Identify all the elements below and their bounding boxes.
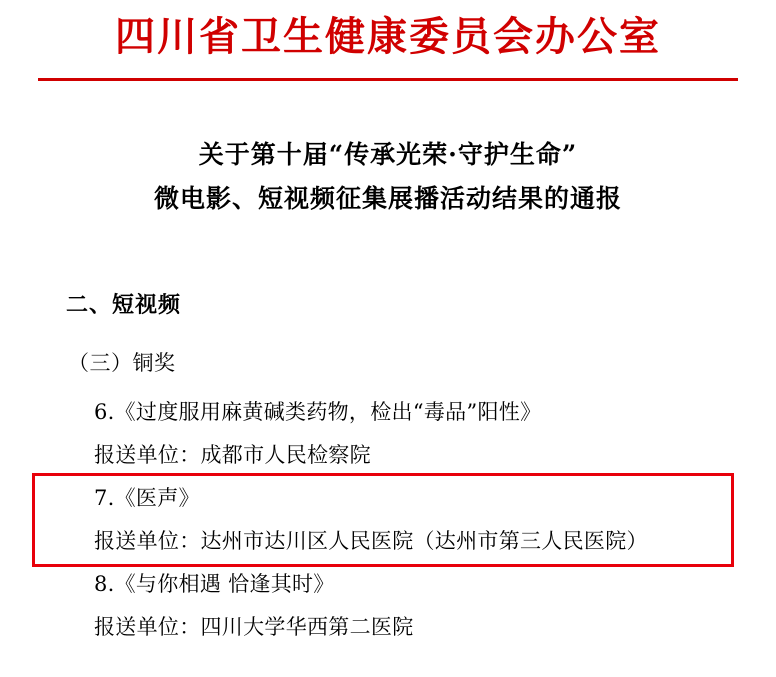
entry-submitting-unit: 报送单位：达州市达川区人民医院（达州市第三人民医院） xyxy=(94,528,648,553)
entry-content xyxy=(94,477,710,563)
award-entry-highlighted xyxy=(94,477,710,563)
letterhead-organization: 四川省卫生健康委员会办公室 xyxy=(115,13,661,60)
entry-submitting-unit: 报送单位：成都市人民检察院 xyxy=(94,442,371,467)
award-entry xyxy=(94,563,710,649)
entry-title: 7.《医声》 xyxy=(94,485,200,510)
entry-title: 6.《过度服用麻黄碱类药物，检出“毒品”阳性》 xyxy=(94,399,542,424)
document-title-line-1: 关于第十届“传承光荣·守护生命” xyxy=(198,140,578,169)
section-heading: 二、短视频 xyxy=(66,291,182,318)
award-entry xyxy=(94,391,710,477)
letterhead-divider xyxy=(38,78,738,81)
entry-title: 8.《与你相遇 恰逢其时》 xyxy=(94,571,335,596)
entry-submitting-unit: 报送单位：四川大学华西第二医院 xyxy=(94,614,414,639)
letterhead xyxy=(0,0,776,81)
sub-heading: （三）铜奖 xyxy=(68,350,176,375)
document-body xyxy=(0,283,776,649)
document-title-line-2: 微电影、短视频征集展播活动结果的通报 xyxy=(153,183,622,213)
document-title xyxy=(0,133,776,221)
